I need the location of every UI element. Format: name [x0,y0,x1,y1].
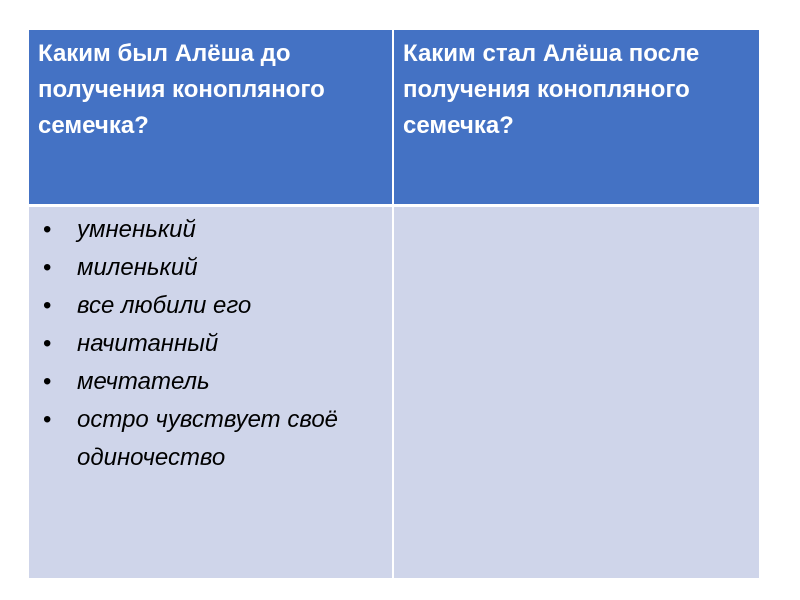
before-traits-list [29,207,392,477]
list-item-text: мечтатель [77,367,210,395]
header-after-text: Каким стал Алёша после получения конопляного семечка? [403,40,700,139]
table-body-row [29,205,759,578]
body-cell-after [393,205,759,578]
list-item-text: миленький [77,253,198,281]
header-cell-after [393,30,759,205]
bullet-icon: • [43,329,52,357]
list-item-text: все любили его [77,291,252,319]
list-item [43,211,382,249]
list-item [43,363,382,401]
list-item [43,401,382,477]
table-header-row [29,30,759,205]
header-cell-before [29,30,393,205]
list-item-text: умненький [77,215,196,243]
comparison-table [29,30,759,578]
bullet-icon: • [43,405,52,433]
list-item-text: остро чувствует своё одиночество [77,405,339,471]
bullet-icon: • [43,367,52,395]
body-cell-before [29,205,393,578]
list-item [43,325,382,363]
list-item [43,249,382,287]
list-item [43,287,382,325]
header-before-text: Каким был Алёша до получения конопляного семечка? [38,40,325,139]
bullet-icon: • [43,253,52,281]
bullet-icon: • [43,291,52,319]
bullet-icon: • [43,215,52,243]
list-item-text: начитанный [77,329,219,357]
